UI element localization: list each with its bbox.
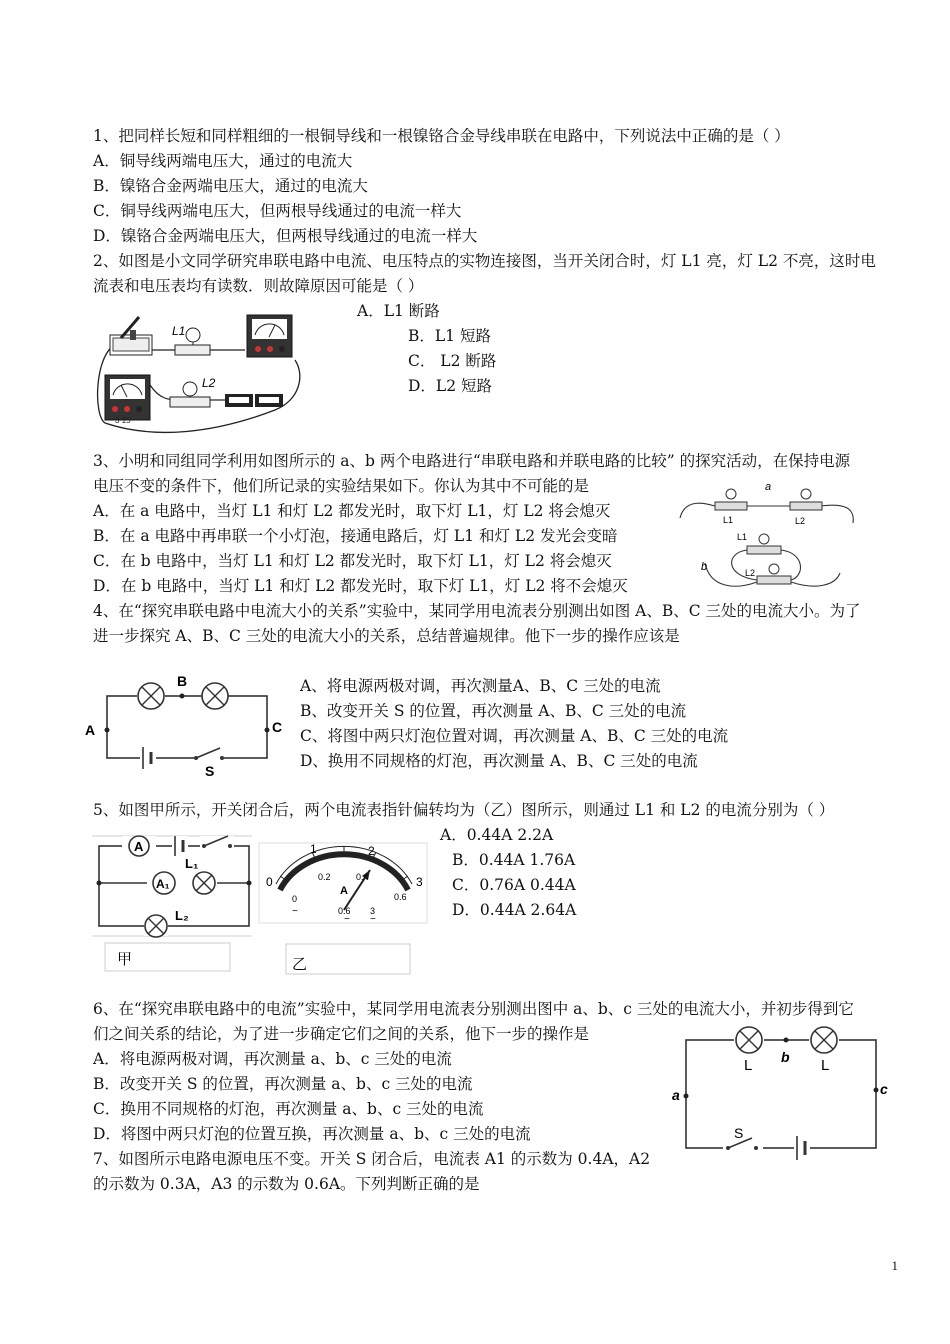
- q5-scale-under-3: 3: [370, 906, 376, 916]
- q5-label-l1: L₁: [185, 856, 199, 871]
- q4-option-a: A、将电源两极对调，再次测量A、B、C 三处的电流: [300, 677, 661, 695]
- q5-scale-end-0: 0: [266, 875, 273, 889]
- q5-scale-small-04: 0.4: [356, 872, 369, 882]
- switch-icon: [110, 317, 152, 355]
- q3-label-b-l2: L2: [745, 568, 756, 578]
- q5-figure-yi-meter: [258, 842, 428, 976]
- q2-meter-scale: 3 15: [115, 416, 131, 425]
- q5-meter-a-label: A: [134, 839, 144, 854]
- q6-option-b: B．改变开关 S 的位置，再次测量 a、b、c 三处的电流: [93, 1075, 473, 1093]
- q6-label-l-right: L: [821, 1057, 830, 1074]
- q6-stem-line2: 们之间关系的结论，为了进一步确定它们之间的关系，他下一步的操作是: [93, 1025, 590, 1043]
- q3-option-a: A．在 a 电路中，当灯 L1 和灯 L2 都发光时，取下灯 L1，灯 L2 将会熄灭: [93, 502, 611, 520]
- q7-stem-line1: 7、如图所示电路电源电压不变。开关 S 闭合后，电流表 A1 的示数为 0.4A，A2: [93, 1150, 651, 1168]
- q3-circuits-figure: [675, 478, 865, 598]
- q4-label-b: B: [177, 673, 188, 689]
- q3-label-b: b: [701, 561, 708, 573]
- meter-top-icon: [247, 315, 292, 357]
- q5-scale-top-1: 1: [310, 842, 317, 856]
- q3-label-a: a: [765, 481, 772, 493]
- q3-label-a-l1: L1: [723, 515, 734, 525]
- q2-stem-line1: 2、如图是小文同学研究串联电路中电流、电压特点的实物连接图，当开关闭合时，灯 L1 亮，灯 L2 不亮，这时电: [93, 252, 876, 270]
- q5-stem: 5、如图甲所示，开关闭合后，两个电流表指针偏转均为（乙）图所示，则通过 L1 和 L2 的电流分别为（ ）: [93, 801, 835, 819]
- q5-figure-jia-circuit: [92, 828, 257, 975]
- q6-option-c: C．换用不同规格的灯泡，再次测量 a、b、c 三处的电流: [93, 1100, 484, 1118]
- q6-option-a: A．将电源两极对调，再次测量 a、b、c 三处的电流: [93, 1050, 452, 1068]
- q5-option-b: B．0.44A 1.76A: [452, 851, 576, 869]
- q2-label-l1: L1: [172, 324, 186, 338]
- q5-meter-unit: A: [340, 885, 348, 897]
- q2-label-l2: L2: [202, 376, 216, 390]
- q3-option-b: B．在 a 电路中再串联一个小灯泡，接通电路后，灯 L1 和灯 L2 发光会变暗: [93, 527, 618, 545]
- q1-option-a: A．铜导线两端电压大，通过的电流大: [93, 152, 353, 170]
- q6-label-l-left: L: [744, 1057, 753, 1074]
- q6-label-a: a: [672, 1087, 680, 1103]
- q6-label-s: S: [734, 1125, 744, 1141]
- q2-option-b: B．L1 短路: [408, 327, 491, 345]
- meter-bottom-icon: [105, 375, 150, 420]
- q1-stem: 1、把同样长短和同样粗细的一根铜导线和一根镍铬合金导线串联在电路中，下列说法中正确的是（ ）: [93, 127, 790, 145]
- q3-stem-line2: 电压不变的条件下，他们所记录的实验结果如下。你认为其中不可能的是: [93, 477, 590, 495]
- battery-icon: [225, 394, 283, 407]
- q2-option-d: D．L2 短路: [408, 377, 493, 395]
- q4-stem-line2: 进一步探究 A、B、C 三处的电流大小的关系，总结普遍规律。他下一步的操作应该是: [93, 627, 680, 645]
- q5-meter-a1-label: A₁: [156, 877, 170, 891]
- q1-option-d: D．镍铬合金两端电压大，但两根导线通过的电流一样大: [93, 227, 478, 245]
- q6-option-d: D．将图中两只灯泡的位置互换，再次测量 a、b、c 三处的电流: [93, 1125, 531, 1143]
- q3-option-d: D．在 b 电路中，当灯 L1 和灯 L2 都发光时，取下灯 L1，灯 L2 将不会熄灭: [93, 577, 628, 595]
- q4-option-b: B、改变开关 S 的位置，再次测量 A、B、C 三处的电流: [300, 702, 687, 720]
- q2-stem-line2: 流表和电压表均有读数．则故障原因可能是（ ）: [93, 277, 424, 295]
- svg-text:−: −: [292, 906, 298, 917]
- q5-scale-top-2: 2: [368, 844, 375, 858]
- q3-label-a-l2: L2: [795, 516, 806, 526]
- q4-option-d: D、换用不同规格的灯泡，再次测量 A、B、C 三处的电流: [300, 752, 698, 770]
- q6-label-b: b: [781, 1049, 790, 1065]
- q4-label-s: S: [205, 763, 215, 779]
- q5-option-a: A．0.44A 2.2A: [440, 826, 554, 844]
- q6-label-c: c: [880, 1081, 888, 1097]
- q4-label-c: C: [272, 719, 283, 735]
- q3-label-b-l1: L1: [737, 532, 748, 542]
- q5-caption-yi: 乙: [292, 956, 308, 973]
- q4-stem-line1: 4、在“探究串联电路中电流大小的关系”实验中，某同学用电流表分别测出如图 A、B、C 三处的电流大小。为了: [93, 602, 861, 620]
- svg-text:−: −: [344, 914, 350, 925]
- q5-scale-small-02: 0.2: [318, 872, 331, 882]
- q4-option-c: C、将图中两只灯泡位置对调，再次测量 A、B、C 三处的电流: [300, 727, 729, 745]
- q5-label-l2: L₂: [175, 908, 189, 923]
- q3-option-c: C．在 b 电路中，当灯 L1 和灯 L2 都发光时，取下灯 L1，灯 L2 将会熄灭: [93, 552, 612, 570]
- q5-option-d: D．0.44A 2.64A: [452, 901, 577, 919]
- q5-option-c: C．0.76A 0.44A: [452, 876, 576, 894]
- q7-stem-line2: 的示数为 0.3A，A3 的示数为 0.6A。下列判断正确的是: [93, 1175, 480, 1193]
- q5-scale-under-06: 0.6: [338, 906, 351, 916]
- q2-option-a: A．L1 断路: [357, 302, 440, 320]
- q5-scale-end-3: 3: [416, 875, 423, 889]
- q5-caption-jia: 甲: [117, 951, 133, 968]
- q2-physical-circuit-figure: [95, 305, 310, 435]
- svg-text:−: −: [370, 914, 376, 925]
- q4-series-circuit-figure: [82, 670, 287, 780]
- q3-stem-line1: 3、小明和同组同学利用如图所示的 a、b 两个电路进行“串联电路和并联电路的比较” 的探究活动，在保持电源: [93, 452, 851, 470]
- q5-scale-under-0: 0: [292, 894, 298, 904]
- q6-series-circuit-figure: [668, 1022, 898, 1162]
- q2-option-c: C． L2 断路: [408, 352, 497, 370]
- q4-label-a: A: [85, 722, 96, 738]
- q5-scale-small-06: 0.6: [394, 892, 407, 902]
- q1-option-c: C．铜导线两端电压大，但两根导线通过的电流一样大: [93, 202, 462, 220]
- q1-option-b: B．镍铬合金两端电压大，通过的电流大: [93, 177, 368, 195]
- q6-stem-line1: 6、在“探究串联电路中的电流”实验中，某同学用电流表分别测出图中 a、b、c 三处的电流大小，并初步得到它: [93, 1000, 854, 1018]
- page-number: 1: [891, 1258, 898, 1273]
